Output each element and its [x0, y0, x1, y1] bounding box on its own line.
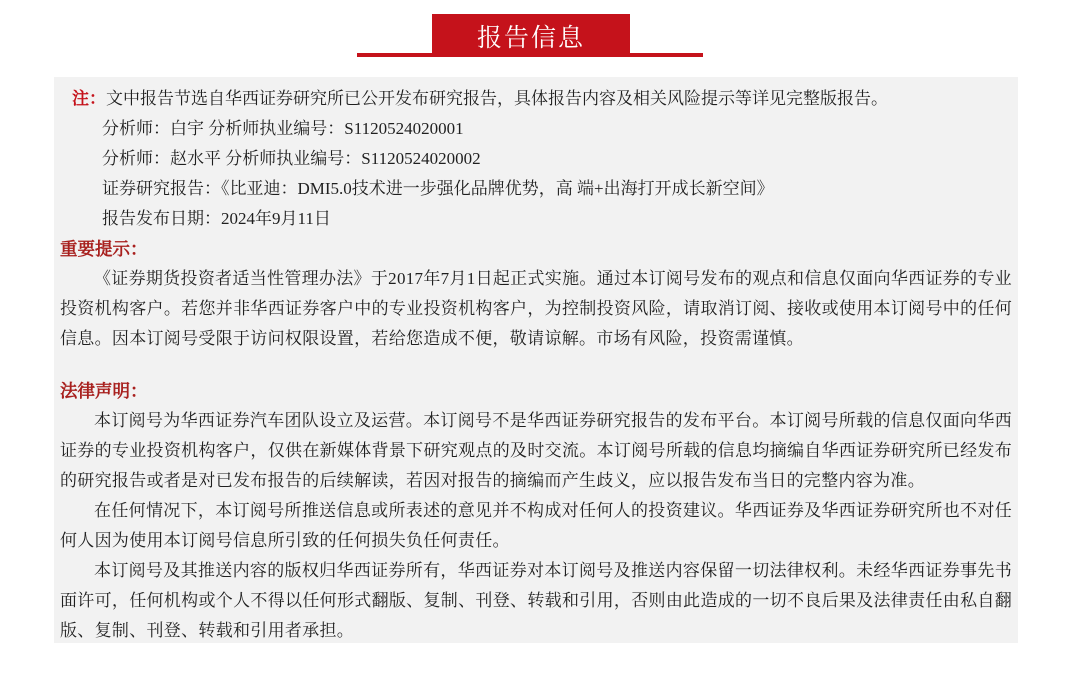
note-label: 注： [72, 89, 106, 108]
important-notice-paragraph: 《证券期货投资者适当性管理办法》于2017年7月1日起正式实施。通过本订阅号发布的观点和信息仅面向华西证券的专业投资机构客户。若您并非华西证券客户中的专业投资机构客户，为控制投资风险，请取消订阅、接收或使用本订阅号中的任何信息。因本订阅号受限于访问权限设置，若给您造成不便，敬请谅解。市场有风险，投资需谨慎。 [60, 269, 1012, 348]
analyst-line-2: 分析师：赵水平 分析师执业编号：S1120524020002 [102, 149, 481, 168]
banner-title-box [432, 14, 630, 57]
legal-statement-heading: 法律声明： [60, 381, 148, 401]
note-text: 文中报告节选自华西证券研究所已公开发布研究报告，具体报告内容及相关风险提示等详见完整版报告。 [106, 89, 888, 108]
note-line [72, 84, 1012, 114]
banner-title: 报告信息 [476, 23, 585, 52]
legal-paragraph-3: 本订阅号及其推送内容的版权归华西证券所有，华西证券对本订阅号及推送内容保留一切法律权利。未经华西证券事先书面许可，任何机构或个人不得以任何形式翻版、复制、刊登、转载和引用，否则由此造成的一切不良后果及法律责任由私自翻版、复制、刊登、转载和引用者承担。 [60, 561, 1012, 640]
analyst-line-1: 分析师：白宇 分析师执业编号：S1120524020001 [102, 119, 464, 138]
important-notice-heading: 重要提示： [60, 239, 148, 259]
report-title-line: 证券研究报告：《比亚迪：DMI5.0技术进一步强化品牌优势，高 端+出海打开成长新空间》 [102, 179, 774, 198]
report-date-line: 报告发布日期：2024年9月11日 [102, 209, 331, 228]
legal-paragraph-2: 在任何情况下，本订阅号所推送信息或所表述的意见并不构成对任何人的投资建议。华西证券及华西证券研究所也不对任何人因为使用本订阅号信息所引致的任何损失负任何责任。 [60, 501, 1012, 550]
legal-paragraph-1: 本订阅号为华西证券汽车团队设立及运营。本订阅号不是华西证券研究报告的发布平台。本订阅号所载的信息仅面向华西证券的专业投资机构客户，仅供在新媒体背景下研究观点的及时交流。本订阅号所载的信息均摘编自华西证券研究所已经发布的研究报告或者是对已发布报告的后续解读，若因对报告的摘编而产生歧义，应以报告发布当日的完整内容为准。 [60, 411, 1012, 490]
disclaimer-sheet [54, 77, 1018, 643]
